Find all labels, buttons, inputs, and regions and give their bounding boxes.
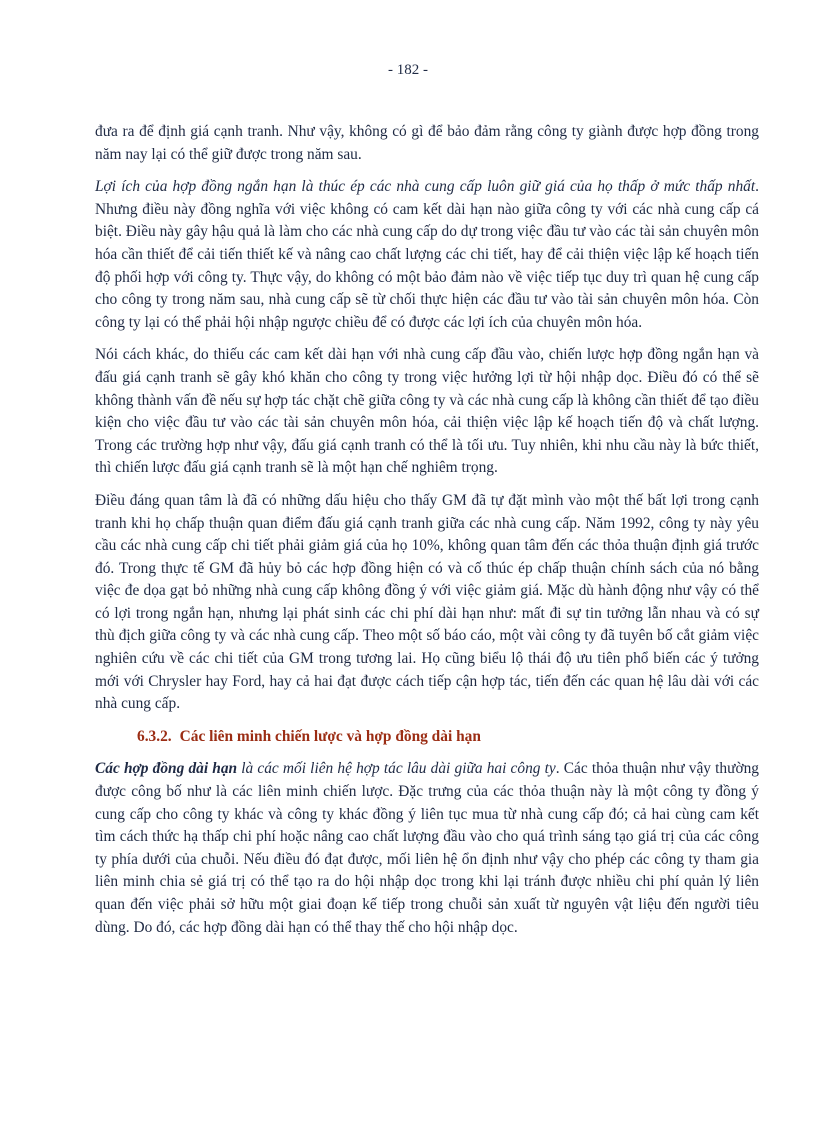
paragraph-2-text: . Nhưng điều này đồng nghĩa với việc không có cam kết dài hạn nào giữa công ty với các nhà cung cấp cá biệt. Điều này gây hậu quả là làm cho các nhà cung cấp do dự trong việc đầu tư vào các tài sản chuyên môn hóa cần thiết để cải tiến thiết kế và nâng cao chất lượng các chi tiết, hay để cải thiện việc lập kế hoạch tiến độ phối hợp với công ty. Thực vậy, do không có một bảo đảm nào về việc tiếp tục duy trì quan hệ cung cấp cho công ty trong năm sau, nhà cung cấp sẽ từ chối thực hiện các đầu tư vào tài sản chuyên môn hóa. Còn công ty lại có thể phải hội nhập ngược chiều để có được các lợi ích của chuyên môn hóa. — [95, 178, 759, 331]
section-title: Các liên minh chiến lược và hợp đồng dài hạn — [179, 727, 481, 745]
paragraph-3: Nói cách khác, do thiếu các cam kết dài hạn với nhà cung cấp đầu vào, chiến lược hợp đồng ngắn hạn và đấu giá cạnh tranh sẽ gây khó khăn cho công ty trong việc hưởng lợi từ hội nhập dọc. Điều đó có thể sẽ không thành vấn đề nếu sự hợp tác chặt chẽ giữa công ty và các nhà cung cấp là không cần thiết để tạo điều kiện cho việc đầu tư vào các tài sản chuyên môn hóa, cải thiện việc lập kế hoạch tiến độ và chất lượng. Trong các trường hợp như vậy, đấu giá cạnh tranh có thể là tối ưu. Tuy nhiên, khi nhu cầu này là bức thiết, thì chiến lược đấu giá cạnh tranh sẽ là một hạn chế nghiêm trọng. — [95, 346, 759, 477]
paragraph-1: đưa ra để định giá cạnh tranh. Như vậy, không có gì để bảo đảm rằng công ty giành được hợp đồng trong năm nay lại có thể giữ được trong năm sau. — [95, 123, 759, 163]
paragraph-2-italic-lead: Lợi ích của hợp đồng ngắn hạn là thúc ép các nhà cung cấp luôn giữ giá của họ thấp ở mức thấp nhất — [95, 178, 756, 196]
section-heading — [137, 726, 759, 749]
paragraph-4: Điều đáng quan tâm là đã có những dấu hiệu cho thấy GM đã tự đặt mình vào một thế bất lợi trong cạnh tranh khi họ chấp thuận quan điểm đấu giá cạnh tranh giữa các nhà cung cấp. Năm 1992, công ty này yêu cầu các nhà cung cấp chi tiết phải giảm giá của họ 10%, không quan tâm đến các thỏa thuận định giá trước đó. Trong thực tế GM đã hủy bỏ các hợp đồng hiện có và cố thúc ép chấp thuận chính sách của nó bằng việc đe dọa gạt bỏ những nhà cung cấp không đồng ý với việc giảm giá. Mặc dù hành động như vậy có thể có lợi trong ngắn hạn, nhưng lại phát sinh các chi phí dài hạn như: mất đi sự tin tưởng lẫn nhau và có sự thù địch giữa công ty và các nhà cung cấp. Theo một số báo cáo, một vài công ty đã tuyên bố cắt giảm việc nghiên cứu về các chi tiết của GM trong tương lai. Họ cũng biểu lộ thái độ ưu tiên phổ biến các ý tưởng mới với Chrysler hay Ford, hay cả hai đạt được cách tiếp cận hợp tác, tiến đến các quan hệ lâu dài với các nhà cung cấp. — [95, 491, 759, 713]
paragraph-5 — [95, 758, 759, 939]
paragraph-5-definition: là các mối liên hệ hợp tác lâu dài giữa hai công ty — [237, 760, 556, 778]
paragraph-5-text: . Các thỏa thuận như vậy thường được công bố như là các liên minh chiến lược. Đặc trưng của các thỏa thuận này là một công ty đồng ý cung cấp cho công ty khác và công ty khác đồng ý liên tục mua từ nhà cung cấp đó; cả hai cùng cam kết tìm cách thức hạ thấp chi phí hoặc nâng cao chất lượng đầu vào cho quá trình sáng tạo giá trị của các công ty phía dưới của chuỗi. Nếu điều đó đạt được, mối liên hệ ổn định như vậy cho phép các công ty tham gia liên minh chia sẻ giá trị có thể tạo ra do hội nhập dọc trong khi lại tránh được nhiều chi phí quản lý liên quan đến việc phải sở hữu một giai đoạn kế tiếp trong chuỗi sản xuất từ nguyên vật liệu đến người tiêu dùng. Do đó, các hợp đồng dài hạn có thể thay thế cho hội nhập dọc. — [95, 760, 759, 936]
document-body — [95, 121, 759, 949]
paragraph-5-term: Các hợp đồng dài hạn — [95, 760, 238, 778]
paragraph-2 — [95, 176, 759, 334]
page-number: - 182 - — [388, 62, 428, 78]
section-number: 6.3.2. — [137, 727, 172, 745]
